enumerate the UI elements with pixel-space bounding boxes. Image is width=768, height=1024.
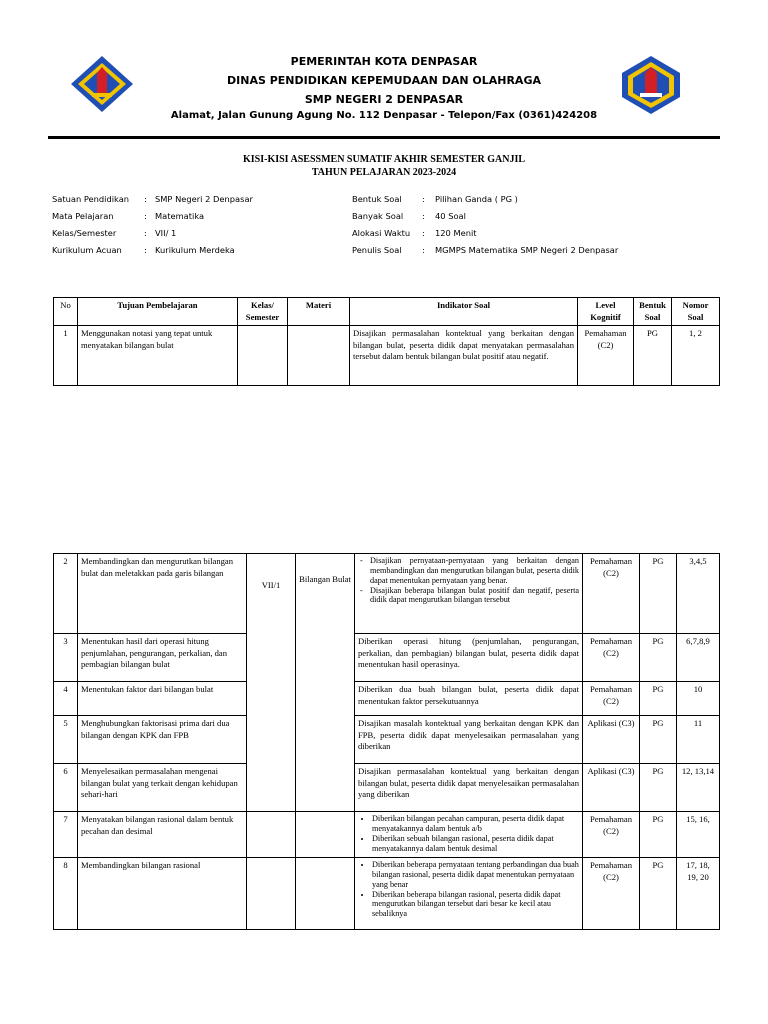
assessment-grid-table-continued (53, 553, 720, 930)
header-indikator: Indikator Soal (350, 298, 578, 326)
cell-no: 8 (54, 858, 78, 930)
school-address: Alamat, Jalan Gunung Agung No. 112 Denpasar - Telepon/Fax (0361)424208 (170, 110, 598, 121)
cell-no: 2 (54, 554, 78, 634)
cell-bentuk: PG (640, 812, 677, 858)
cell-nomor: 10 (677, 682, 720, 716)
info-label: Penulis Soal (352, 245, 402, 255)
info-label: Kelas/Semester (52, 228, 117, 238)
cell-materi (288, 326, 350, 386)
table-row (54, 634, 720, 682)
info-label: Bentuk Soal (352, 194, 402, 204)
cell-no: 6 (54, 764, 78, 812)
cell-no: 3 (54, 634, 78, 682)
cell-kelas (247, 858, 296, 930)
info-value: SMP Negeri 2 Denpasar (155, 194, 253, 204)
header-bentuk: Bentuk Soal (634, 298, 672, 326)
cell-level: Aplikasi (C3) (583, 716, 640, 764)
cell-kelas (238, 326, 288, 386)
cell-indikator (355, 858, 583, 930)
info-value: 120 Menit (435, 228, 477, 238)
cell-bentuk: PG (640, 716, 677, 764)
indicator-item: - Disajikan pernyataan-pernyataan yang berkaitan dengan membandingkan dan mengurutkan bilangan bulat, peserta didik dapat menentukan pernyataan yang benar. (370, 556, 579, 586)
info-label: Kurikulum Acuan (52, 245, 122, 255)
letterhead (0, 0, 768, 145)
cell-tujuan: Menyatakan bilangan rasional dalam bentuk pecahan dan desimal (78, 812, 247, 858)
cell-materi (296, 858, 355, 930)
header-no: No (54, 298, 78, 326)
cell-indikator: Diberikan dua buah bilangan bulat, peserta didik dapat menentukan faktor persekutuannya (355, 682, 583, 716)
cell-bentuk: PG (640, 858, 677, 930)
table-header-row (54, 298, 720, 326)
info-label: Satuan Pendidikan (52, 194, 130, 204)
cell-indikator: Disajikan masalah kontektual yang berkaitan dengan KPK dan FPB, peserta didik dapat menyelesaikan permasalahan yang diberikan (355, 716, 583, 764)
cell-nomor: 3,4,5 (677, 554, 720, 634)
header-tujuan: Tujuan Pembelajaran (78, 298, 238, 326)
school-emblem-icon (620, 55, 682, 115)
info-separator: : (144, 211, 147, 221)
cell-tujuan: Menentukan faktor dari bilangan bulat (78, 682, 247, 716)
info-separator: : (144, 194, 147, 204)
academic-year: TAHUN PELAJARAN 2023-2024 (311, 167, 457, 178)
cell-no: 7 (54, 812, 78, 858)
cell-no: 1 (54, 326, 78, 386)
assessment-grid-table (53, 297, 720, 386)
table-row (54, 858, 720, 930)
cell-level: Pemahaman (C2) (583, 858, 640, 930)
info-value: Pilihan Ganda ( PG ) (435, 194, 518, 204)
government-name: PEMERINTAH KOTA DENPASAR (290, 55, 478, 68)
header-kelas: Kelas/ Semester (238, 298, 288, 326)
cell-nomor: 12, 13,14 (677, 764, 720, 812)
cell-bentuk: PG (640, 682, 677, 716)
header-nomor: Nomor Soal (672, 298, 720, 326)
department-name: DINAS PENDIDIKAN KEPEMUDAAN DAN OLAHRAGA (227, 74, 541, 87)
cell-tujuan: Menyelesaikan permasalahan mengenai bilangan bulat yang terkait dengan kehidupan sehari-hari (78, 764, 247, 812)
cell-level: Aplikasi (C3) (583, 764, 640, 812)
info-separator: : (144, 228, 147, 238)
info-value: Matematika (155, 211, 205, 221)
cell-no: 5 (54, 716, 78, 764)
info-value: VII/ 1 (155, 228, 177, 238)
table-row (54, 682, 720, 716)
cell-materi: Bilangan Bulat (296, 554, 355, 812)
cell-level: Pemahaman (C2) (583, 812, 640, 858)
info-separator: : (144, 245, 147, 255)
letterhead-divider (48, 136, 720, 139)
cell-indikator: Disajikan permasalahan kontektual yang berkaitan dengan bilangan bulat, peserta didik dapat menyatakan permasalahan tersebut dalam bentuk bilangan bulat positif atau negatif. (350, 326, 578, 386)
cell-indikator: Diberikan operasi hitung (penjumlahan, pengurangan, perkalian, dan pembagian) bilangan bulat, peserta didik dapat menentukan hasil operasinya. (355, 634, 583, 682)
info-label: Mata Pelajaran (52, 211, 114, 221)
info-value: Kurikulum Merdeka (155, 245, 235, 255)
info-value: 40 Soal (435, 211, 466, 221)
school-name: SMP NEGERI 2 DENPASAR (304, 93, 464, 106)
indicator-item: - Disajikan beberapa bilangan bulat positif dan negatif, peserta didik dapat mengurutkan bilangan tersebut (370, 586, 579, 606)
cell-nomor: 15, 16, (677, 812, 720, 858)
cell-tujuan: Membandingkan bilangan rasional (78, 858, 247, 930)
cell-tujuan: Menggunakan notasi yang tepat untuk menyatakan bilangan bulat (78, 326, 238, 386)
table-row (54, 554, 720, 634)
cell-materi (296, 812, 355, 858)
cell-bentuk: PG (634, 326, 672, 386)
document-title: KISI-KISI ASESSMEN SUMATIF AKHIR SEMESTER GANJIL (242, 154, 526, 165)
cell-indikator: Disajikan permasalahan kontektual yang berkaitan dengan bilangan bulat, peserta didik dapat menyelesaikan permasalahan yang diberikan (355, 764, 583, 812)
indicator-item: • Diberikan bilangan pecahan campuran, peserta didik dapat menyatakannya dalam bentuk a/b (372, 814, 579, 834)
cell-level: Pemahaman (C2) (583, 554, 640, 634)
cell-bentuk: PG (640, 634, 677, 682)
table-row (54, 716, 720, 764)
info-separator: : (422, 245, 425, 255)
info-separator: : (422, 228, 425, 238)
cell-indikator (355, 812, 583, 858)
cell-level: Pemahaman (C2) (583, 682, 640, 716)
cell-tujuan: Menentukan hasil dari operasi hitung penjumlahan, pengurangan, perkalian, dan pembagian bilangan bulat (78, 634, 247, 682)
cell-bentuk: PG (640, 764, 677, 812)
info-separator: : (422, 211, 425, 221)
cell-nomor: 1, 2 (672, 326, 720, 386)
cell-nomor: 11 (677, 716, 720, 764)
cell-kelas (247, 812, 296, 858)
cell-tujuan: Menghubungkan faktorisasi prima dari dua bilangan dengan KPK dan FPB (78, 716, 247, 764)
table-row (54, 812, 720, 858)
info-label: Alokasi Waktu (352, 228, 411, 238)
cell-nomor: 6,7,8,9 (677, 634, 720, 682)
cell-tujuan: Membandingkan dan mengurutkan bilangan bulat dan meletakkan pada garis bilangan (78, 554, 247, 634)
table-row (54, 764, 720, 812)
cell-bentuk: PG (640, 554, 677, 634)
indicator-item: • Diberikan beberapa bilangan rasional, peserta didik dapat mengurutkan bilangan tersebut dari besar ke kecil atau sebaliknya (372, 890, 579, 920)
indicator-item: • Diberikan beberapa pernyataan tentang perbandingan dua buah bilangan rasional, peserta didik dapat menentukan pernyataan yang benar (372, 860, 579, 890)
table-row (54, 326, 720, 386)
cell-level: Pemahaman (C2) (578, 326, 634, 386)
cell-kelas: VII/1 (247, 554, 296, 812)
info-value: MGMPS Matematika SMP Negeri 2 Denpasar (435, 245, 619, 255)
header-level: Level Kognitif (578, 298, 634, 326)
cell-no: 4 (54, 682, 78, 716)
info-separator: : (422, 194, 425, 204)
cell-nomor: 17, 18, 19, 20 (677, 858, 720, 930)
info-label: Banyak Soal (352, 211, 404, 221)
cell-indikator (355, 554, 583, 634)
header-materi: Materi (288, 298, 350, 326)
cell-level: Pemahaman (C2) (583, 634, 640, 682)
indicator-item: • Diberikan sebuah bilangan rasional, peserta didik dapat menyatakannya dalam bentuk desimal (372, 834, 579, 854)
